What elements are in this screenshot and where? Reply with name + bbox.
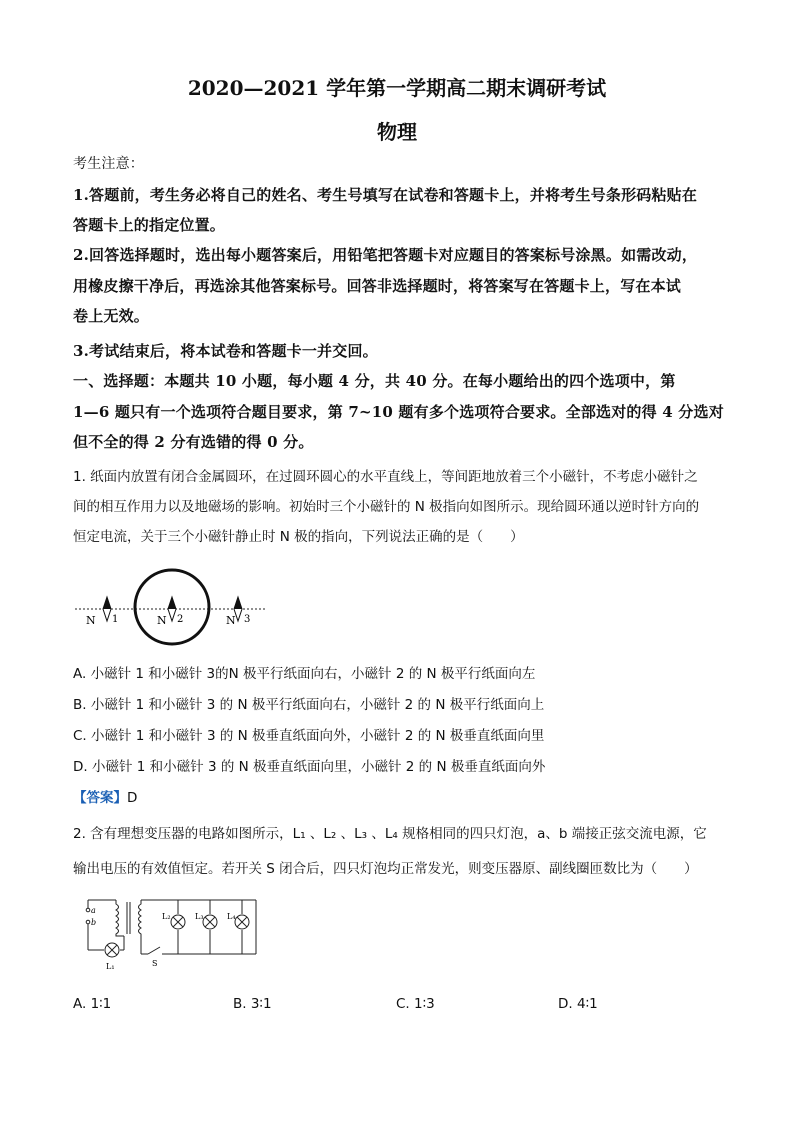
q2-option-d: D. 4∶1 (558, 996, 598, 1012)
lamp-4 (235, 915, 249, 929)
q1-option-a: A. 小磁针 1 和小磁针 3的N 极平行纸面向右，小磁针 2 的 N 极平行纸面向左 (73, 666, 536, 682)
notice-item3: 3.考试结束后，将本试卷和答题卡一并交回。 (73, 342, 378, 360)
answer-tag: 【答案】 (73, 790, 127, 806)
needle-3-number: 3 (244, 614, 251, 625)
notice-heading: 考生注意： (73, 156, 144, 172)
q1-option-c: C. 小磁针 1 和小磁针 3 的 N 极垂直纸面向外，小磁针 2 的 N 极垂直纸面向里 (73, 728, 545, 744)
q1-option-d: D. 小磁针 1 和小磁针 3 的 N 极垂直纸面向里，小磁针 2 的 N 极垂直纸面向外 (73, 759, 546, 775)
notice-item2-line1: 2.回答选择题时，选出每小题答案后，用铅笔把答题卡对应题目的答案标号涂黑。如需改动， (73, 246, 698, 264)
terminal-a: a (91, 906, 96, 915)
lamp-1 (105, 943, 119, 957)
section1-line2: 1—6 题只有一个选项符合题目要求，第 7~10 题有多个选项符合要求。全部选对的得 4 分选对 (73, 403, 724, 421)
lamp-3 (203, 915, 217, 929)
q1-ring-figure (70, 565, 270, 655)
needle-1-number: 1 (112, 614, 119, 625)
terminal-b: b (91, 918, 97, 927)
terminal-dots (86, 908, 90, 924)
q2-option-c: C. 1∶3 (396, 996, 435, 1012)
q1-stem-line3: 恒定电流，关于三个小磁针静止时 N 极的指向，下列说法正确的是（ ） (73, 529, 524, 545)
lamp-1-label: L₁ (106, 962, 115, 971)
answer-value: D (127, 790, 138, 806)
needle-1 (103, 597, 111, 621)
lamp-3-label: L₃ (195, 912, 204, 921)
subject-title: 物理 (377, 120, 417, 144)
section1-line1: 一、选择题：本题共 10 小题，每小题 4 分，共 40 分。在每小题给出的四个选项中，第 (73, 372, 676, 390)
q1-stem-line1: 1. 纸面内放置有闭合金属圆环，在过圆环圆心的水平直线上，等间距地放着三个小磁针，不考虑小磁针之 (73, 469, 698, 485)
lamp-4-label: L₄ (227, 912, 236, 921)
q2-circuit-figure (78, 892, 263, 974)
lamp-2-label: L₂ (162, 912, 171, 921)
section1-line3: 但不全的得 2 分有选错的得 0 分。 (73, 433, 314, 451)
q1-option-b: B. 小磁针 1 和小磁针 3 的 N 极平行纸面向右，小磁针 2 的 N 极平行纸面向上 (73, 697, 545, 713)
needle-2-pole: N (157, 614, 167, 627)
q1-answer (73, 786, 137, 806)
needle-1-pole: N (86, 614, 96, 627)
q2-stem-line1: 2. 含有理想变压器的电路如图所示，L₁ 、L₂ 、L₃ 、L₄ 规格相同的四只灯泡，a、b 端接正弦交流电源，它 (73, 826, 707, 842)
needle-3-pole: N (226, 614, 236, 627)
switch-label: S (152, 959, 158, 968)
q2-option-b: B. 3∶1 (233, 996, 272, 1012)
lamp-2 (171, 915, 185, 929)
q1-stem-line2: 间的相互作用力以及地磁场的影响。初始时三个小磁针的 N 极指向如图所示。现给圆环通以逆时针方向的 (73, 499, 700, 515)
needle-2 (168, 597, 176, 621)
needle-2-number: 2 (177, 614, 184, 625)
notice-item2-line3: 卷上无效。 (73, 307, 150, 325)
notice-item1-line1: 1.答题前，考生务必将自己的姓名、考生号填写在试卷和答题卡上，并将考生号条形码粘贴在 (73, 186, 698, 204)
notice-item1-line2: 答题卡上的指定位置。 (73, 216, 226, 234)
exam-title: 2020—2021 学年第一学期高二期末调研考试 (187, 76, 607, 100)
q2-stem-line2: 输出电压的有效值恒定。若开关 S 闭合后，四只灯泡均正常发光，则变压器原、副线圈匝数比为（ ） (73, 861, 698, 877)
notice-item2-line2: 用橡皮擦干净后，再选涂其他答案标号。回答非选择题时，将答案写在答题卡上，写在本试 (73, 277, 682, 295)
q2-option-a: A. 1∶1 (73, 996, 112, 1012)
